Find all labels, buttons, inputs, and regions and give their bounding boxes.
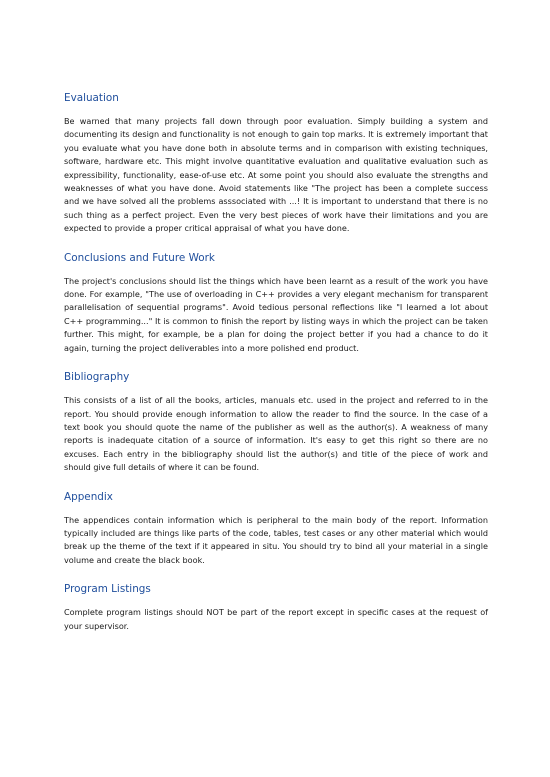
section-program-listings <box>64 583 488 633</box>
section-paragraph: Complete program listings should NOT be part of the report except in specific cases at the request of your supervisor. <box>64 607 488 631</box>
section-heading: Conclusions and Future Work <box>64 251 215 264</box>
section-paragraph: The project's conclusions should list the things which have been learnt as a result of the work you have done. For example, "The use of overloading in C++ provides a very elegant mechanism for transparent parallelisation of sequential programs". Avoid tedious personal reflections like "I learned a lot about C++ programming..." It is common to finish the report by listing ways in which the project can be taken further. This might, for example, be a plan for doing the project better if you had a chance to do it again, turning the project deliverables into a more polished end product. <box>64 275 488 353</box>
section-paragraph: This consists of a list of all the books, articles, manuals etc. used in the project and referred to in the report. You should provide enough information to allow the reader to find the source. In the case of a text book you should quote the name of the publisher as well as the author(s). A weakness of many reports is inadequate citation of a source of information. It's easy to get this right so there are no excuses. Each entry in the bibliography should list the author(s) and title of the piece of work and should give full details of where it can be found. <box>64 395 488 473</box>
document-content <box>64 92 488 649</box>
section-conclusions-future-work <box>64 252 488 355</box>
section-paragraph: Be warned that many projects fall down through poor evaluation. Simply building a system and documenting its design and functionality is not enough to gain top marks. It is extremely important that you evaluate what you have done both in absolute terms and in comparison with existing techniques, software, hardware etc. This might involve quantitative evaluation and qualitative evaluation such as expressibility, functionality, ease-of-use etc. At some point you should also evaluate the strengths and weaknesses of what you have done. Avoid statements like "The project has been a complete success and we have solved all the problems asssociated with ...! It is important to understand that there is no such thing as a perfect project. Even the very best pieces of work have their limitations and you are expected to provide a proper critical appraisal of what you have done. <box>64 116 488 234</box>
section-appendix <box>64 491 488 568</box>
section-evaluation <box>64 92 488 236</box>
section-heading: Appendix <box>64 490 113 503</box>
section-bibliography <box>64 371 488 474</box>
section-heading: Evaluation <box>64 92 119 104</box>
section-heading: Program Listings <box>64 583 151 596</box>
section-paragraph: The appendices contain information which is peripheral to the main body of the report. Information typically included are things like parts of the code, tables, test cases or any other material which would break up the theme of the text if it appeared in situ. You should try to bind all your material in a single volume and create the black book. <box>64 514 488 565</box>
section-heading: Bibliography <box>64 371 130 384</box>
